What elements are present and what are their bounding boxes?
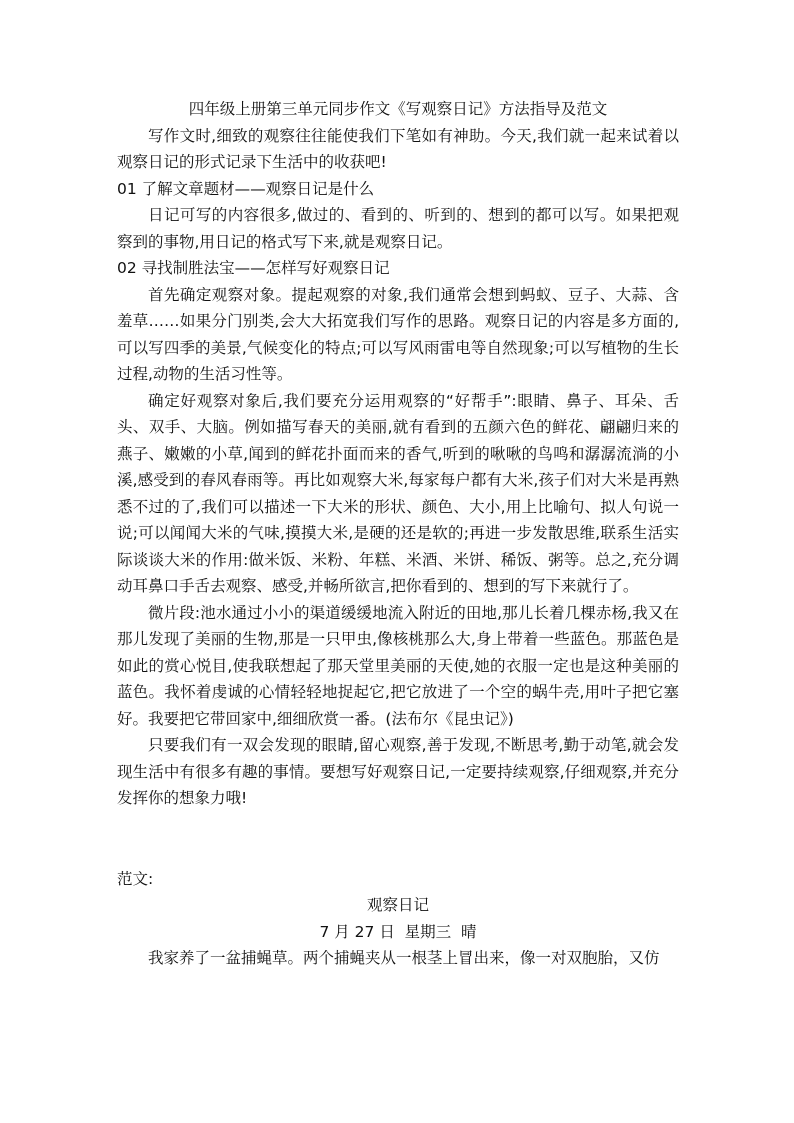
section-1-paragraph: 日记可写的内容很多,做过的、看到的、听到的、想到的都可以写。如果把观察到的事物,用日记的格式写下来,就是观察日记。: [117, 206, 679, 251]
sample-title: 观察日记: [366, 896, 429, 914]
intro-paragraph: 写作文时,细致的观察往往能使我们下笔如有神助。今天,我们就一起来试着以观察日记的形式记录下生活中的收获吧!: [117, 126, 679, 171]
section-2-heading: 02 寻找制胜法宝——怎样写好观察日记: [117, 259, 390, 277]
section-2-paragraph-excerpt: 微片段:池水通过小小的渠道缓缓地流入附近的田地,那儿长着几棵赤杨,我又在那儿发现了美丽的生物,那是一只甲虫,像核桃那么大,身上带着一些蓝色。那蓝色是如此的赏心悦目,使我联想起了那天堂里美丽的天使,她的衣服一定也是这种美丽的蓝色。我怀着虔诚的心情轻轻地捉起它,把它放进了一个空的蜗牛壳,用叶子把它塞好。我要把它带回家中,细细欣赏一番。(法布尔《昆虫记》): [117, 603, 679, 728]
sample-date-line: 7 月 27 日 星期三 晴: [319, 922, 477, 941]
section-spacer: [117, 812, 679, 866]
document-title: 四年级上册第三单元同步作文《写观察日记》方法指导及范文: [188, 100, 608, 118]
section-2-paragraph-senses: 确定好观察对象后,我们要充分运用观察的“好帮手”:眼睛、鼻子、耳朵、舌头、双手、大脑。例如描写春天的美丽,就有看到的五颜六色的鲜花、翩翩归来的燕子、嫩嫩的小草,闻到的鲜花扑面而来的香气,听到的啾啾的鸟鸣和潺潺流淌的小溪,感受到的春风春雨等。再比如观察大米,每家每户都有大米,孩子们对大米是再熟悉不过的了,我们可以描述一下大米的形状、颜色、大小,用上比喻句、拟人句说一说;可以闻闻大米的气味,摸摸大米,是硬的还是软的;再进一步发散思维,联系生活实际谈谈大米的作用:做米饭、米粉、年糕、米酒、米饼、稀饭、粥等。总之,充分调动耳鼻口手舌去观察、感受,并畅所欲言,把你看到的、想到的写下来就行了。: [117, 391, 679, 595]
document-page: [117, 96, 679, 972]
section-2-paragraph-objects: 首先确定观察对象。提起观察的对象,我们通常会想到蚂蚁、豆子、大蒜、含羞草……如果分门别类,会大大拓宽我们写作的思路。观察日记的内容是多方面的,可以写四季的美景,气候变化的特点;可以写风雨雷电等自然现象;可以写植物的生长过程,动物的生活习性等。: [117, 285, 679, 383]
section-2-paragraph-summary: 只要我们有一双会发现的眼睛,留心观察,善于发现,不断思考,勤于动笔,就会发现生活中有很多有趣的事情。要想写好观察日记,一定要持续观察,仔细观察,并充分发挥你的想象力哦!: [117, 736, 679, 807]
section-1-heading: 01 了解文章题材——观察日记是什么: [117, 179, 375, 198]
sample-label: 范文:: [117, 869, 154, 888]
sample-first-line: 我家养了一盆捕蝇草。两个捕蝇夹从一根茎上冒出来，像一对双胞胎，又仿: [148, 949, 660, 967]
